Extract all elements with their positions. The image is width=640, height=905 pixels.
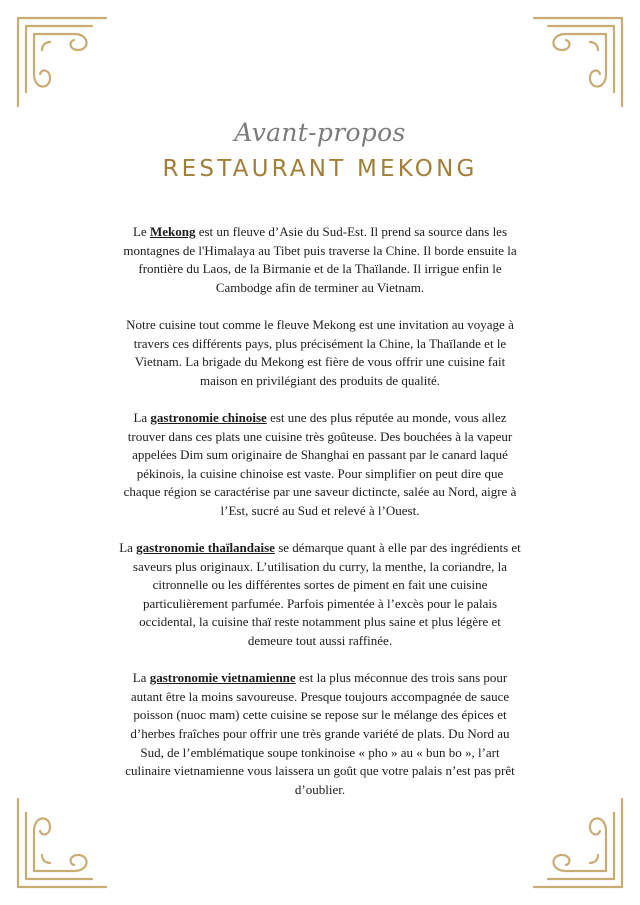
paragraph-text: La [132, 670, 150, 686]
paragraph-vietnamese [118, 669, 522, 799]
foreword-text [118, 223, 522, 818]
keyword-vietnamese-gastronomy: gastronomie vietnamienne [149, 670, 296, 686]
keyword-mekong: Mekong [149, 224, 196, 239]
paragraph-chinese [118, 409, 522, 521]
paragraph-text: Le [132, 224, 150, 239]
ornamental-corner-icon [14, 795, 110, 891]
paragraph-text: se démarque quant à elle par des ingrédients et saveurs plus originaux. L’utilisation du curry, la menthe, la coriandre, la citronnelle ou les différentes sortes de piment en fait une cuisine particulièrement parfumée. Parfois pimentée à l’excès pour le palais occidental, la cuisine thaï reste notamment plus saine et plus légère et demeure tout aussi raffinée. [132, 540, 521, 649]
ornamental-corner-icon [14, 14, 110, 110]
ornamental-corner-icon [530, 14, 626, 110]
keyword-chinese-gastronomy: gastronomie chinoise [150, 409, 267, 425]
ornament-top-right [530, 14, 626, 110]
ornament-top-left [14, 14, 110, 110]
page-title: RESTAURANT MEKONG [162, 156, 478, 182]
paragraph-text: est une des plus réputée au monde, vous allez trouver dans ces plats une cuisine très goûteuse. Des bouchées à la vapeur appelées Dim sum originaire de Shanghai en passant par le canard laqué pékinois, la cuisine chinoise est vaste. Pour simplifier on peut dire que chaque région se caractérise par une saveur dictincte, salée au Nord, aigre à l’Est, sucré au Sud et relevé à l’Ouest. [123, 409, 517, 518]
paragraph-text: est la plus méconnue des trois sans pour autant être la moins savoureuse. Presque toujours accompagnée de sauce poisson (nuoc mam) cette cuisine se repose sur le mélange des épices et d’herbes fraîches pour offrir une très grande variété de plats. Du Nord au Sud, de l’emblématique soupe tonkinoise « pho » au « bun bo », l’art culinaire vietnamienne vous laissera un goût que votre palais n’est pas prêt d’oublier. [125, 670, 515, 797]
page-heading [0, 118, 640, 184]
paragraph-cuisine [118, 316, 522, 390]
paragraph-text: est un fleuve d’Asie du Sud-Est. Il prend sa source dans les montagnes de l'Himalaya au Tibet puis traverse la Chine. Il borde ensuite la frontière du Laos, de la Birmanie et de la Thaïlande. Il irrigue enfin le Cambodge afin de terminer au Vietnam. [123, 224, 517, 295]
paragraph-thai [118, 539, 522, 651]
paragraph-text: La [119, 540, 137, 556]
ornamental-corner-icon [530, 795, 626, 891]
keyword-thai-gastronomy: gastronomie thaïlandaise [136, 540, 275, 556]
paragraph-mekong [118, 223, 522, 297]
page-subtitle: Avant-propos [234, 118, 406, 147]
ornament-bottom-left [14, 795, 110, 891]
ornament-bottom-right [530, 795, 626, 891]
paragraph-text: Notre cuisine tout comme le fleuve Mekong est une invitation au voyage à travers ces différents pays, plus précisément la Chine, la Thaïlande et le Vietnam. La brigade du Mekong est fière de vous offrir une cuisine fait maison en privilégiant des produits de qualité. [126, 316, 514, 388]
paragraph-text: La [133, 409, 151, 425]
